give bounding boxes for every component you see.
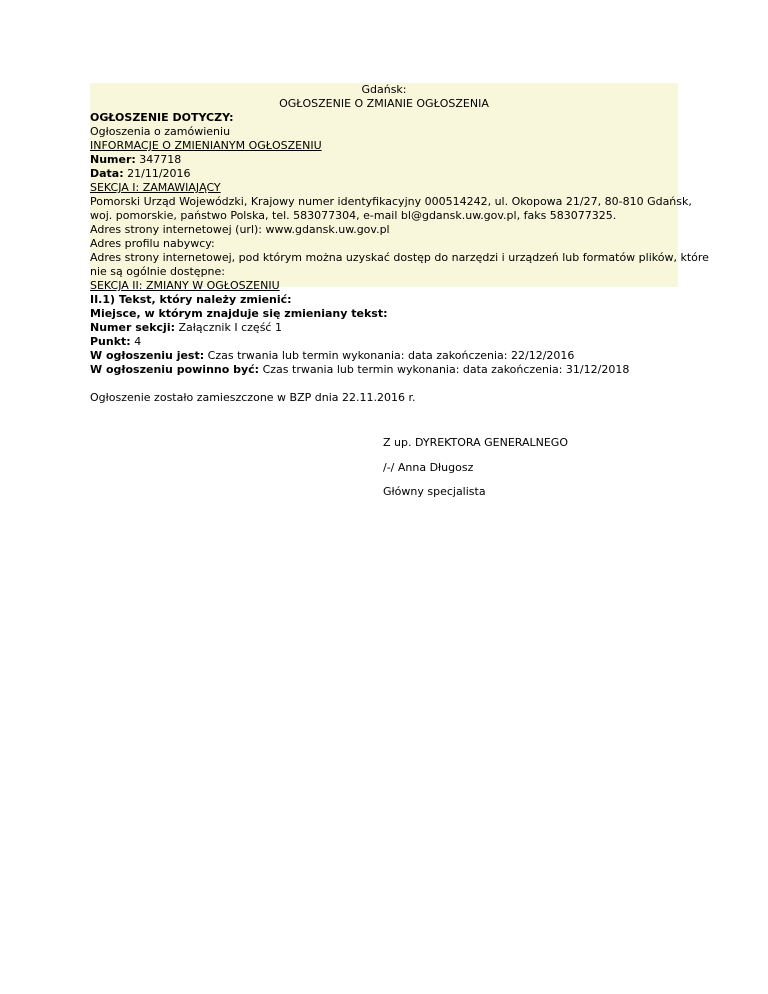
website-line: Adres strony internetowej (url): www.gdansk.uw.gov.pl (90, 223, 390, 236)
point-value: 4 (134, 335, 142, 348)
signature-by: Z up. DYREKTORA GENERALNEGO (383, 436, 568, 449)
should-be-label: W ogłoszeniu powinno być: (90, 363, 260, 376)
contracting-line-2: woj. pomorskie, państwo Polska, tel. 583077304, e-mail bl@gdansk.uw.gov.pl, faks 583077325. (90, 209, 617, 222)
point-row (90, 335, 141, 349)
location-heading: Miejsce, w którym znajduje się zmieniany tekst: (90, 307, 388, 320)
page-title: OGŁOSZENIE O ZMIANIE OGŁOSZENIA (279, 97, 489, 110)
number-label: Numer: (90, 153, 136, 166)
signature-name: /-/ Anna Długosz (383, 461, 474, 474)
number-value: 347718 (139, 153, 182, 166)
header-city: Gdańsk: (361, 83, 407, 96)
is-value: Czas trwania lub termin wykonania: data zakończenia: 22/12/2016 (207, 349, 575, 362)
contracting-line-1: Pomorski Urząd Wojewódzki, Krajowy numer identyfikacyjny 000514242, ul. Okopowa 21/27, 80-810 Gdańsk, (90, 195, 692, 208)
should-be-row (90, 363, 629, 377)
tools-line-2: nie są ogólnie dostępne: (90, 265, 226, 278)
date-row (90, 167, 191, 181)
number-row (90, 153, 181, 167)
should-be-value: Czas trwania lub termin wykonania: data zakończenia: 31/12/2018 (262, 363, 630, 376)
buyer-profile-line: Adres profilu nabywcy: (90, 237, 215, 250)
point-label: Punkt: (90, 335, 131, 348)
section-number-row (90, 321, 282, 335)
is-row (90, 349, 574, 363)
date-label: Data: (90, 167, 124, 180)
signature-role: Główny specjalista (383, 485, 486, 498)
changed-info-heading: INFORMACJE O ZMIENIANYM OGŁOSZENIU (90, 139, 322, 152)
date-value: 21/11/2016 (127, 167, 191, 180)
published-note: Ogłoszenie zostało zamieszczone w BZP dnia 22.11.2016 r. (90, 391, 416, 404)
section-number-value: Załącznik I część 1 (178, 321, 282, 334)
section1-heading: SEKCJA I: ZAMAWIAJĄCY (90, 181, 221, 194)
section2-heading: SEKCJA II: ZMIANY W OGŁOSZENIU (90, 279, 280, 292)
concerns-label: OGŁOSZENIE DOTYCZY: (90, 111, 234, 124)
is-label: W ogłoszeniu jest: (90, 349, 205, 362)
section-number-label: Numer sekcji: (90, 321, 175, 334)
concerns-value: Ogłoszenia o zamówieniu (90, 125, 231, 138)
tools-line-1: Adres strony internetowej, pod którym można uzyskać dostęp do narzędzi i urządzeń lub formatów plików, które (90, 251, 709, 264)
text-to-change-heading: II.1) Tekst, który należy zmienić: (90, 293, 292, 306)
